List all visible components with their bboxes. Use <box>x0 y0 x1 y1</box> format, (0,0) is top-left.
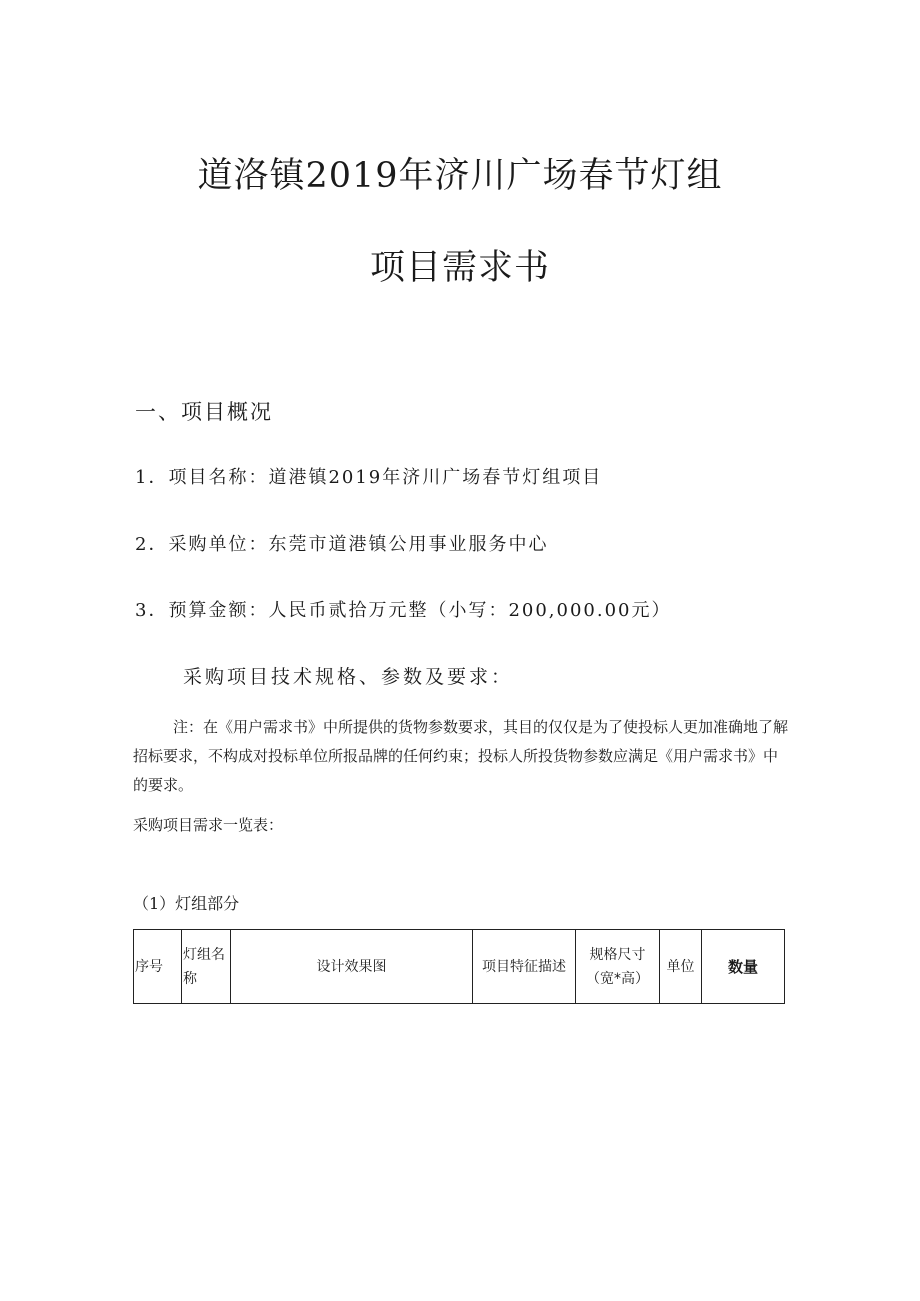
document-title-line1: 道洛镇2019年济川广场春节灯组 <box>197 156 723 196</box>
header-feature-description: 项目特征描述 <box>473 930 576 1004</box>
specs-heading: 采购项目技术规格、参数及要求： <box>183 666 514 688</box>
project-name-line: 1．项目名称：道港镇2019年济川广场春节灯组项目 <box>135 467 603 488</box>
header-unit: 单位 <box>660 930 702 1004</box>
requirements-table <box>133 929 785 1004</box>
lamp-group-part-title: （1）灯组部分 <box>133 894 240 913</box>
document-title-line2: 项目需求书 <box>369 248 550 288</box>
header-quantity: 数量 <box>702 930 785 1004</box>
requirements-list-title: 采购项目需求一览表： <box>133 816 284 834</box>
section-heading-overview: 一、项目概况 <box>135 400 273 424</box>
purchasing-unit-line: 2．采购单位：东莞市道港镇公用事业服务中心 <box>135 534 549 555</box>
budget-line: 3．预算金额：人民币贰拾万元整（小写：200,000.00元） <box>135 600 672 621</box>
header-lamp-name: 灯组名称 <box>182 930 231 1004</box>
header-index: 序号 <box>134 930 182 1004</box>
table-header-row <box>134 930 785 1004</box>
header-design-image: 设计效果图 <box>231 930 473 1004</box>
note-paragraph: 注：在《用户需求书》中所提供的货物参数要求，其目的仅仅是为了使投标人更加准确地了解招标要求，不构成对投标单位所报品牌的任何约束；投标人所投货物参数应满足《用户需求书》中的要求。 <box>133 718 789 794</box>
header-dimensions: 规格尺寸（宽*高） <box>576 930 660 1004</box>
